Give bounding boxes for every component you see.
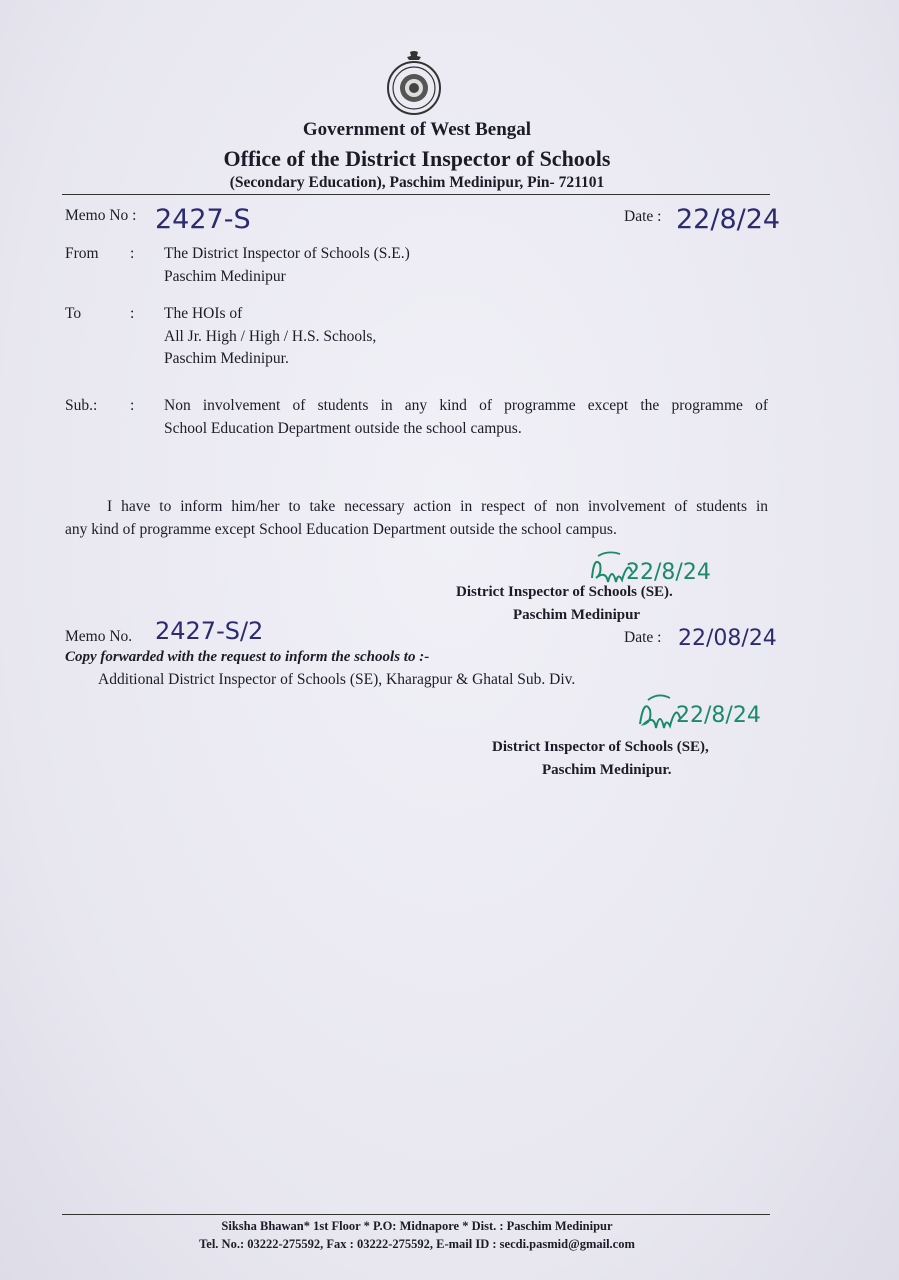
memo-date: 22/8/24 — [676, 204, 781, 235]
signature-2-date: 22/8/24 — [676, 703, 761, 728]
header-divider — [62, 194, 770, 195]
date-label: Date : — [624, 208, 662, 225]
footer-address: Siksha Bhawan* 1st Floor * P.O: Midnapore * Dist. : Paschim Medinipur — [221, 1219, 613, 1233]
signature-1-date: 22/8/24 — [626, 560, 711, 585]
signature-1-place: Paschim Medinipur — [513, 607, 641, 623]
copy-date-label: Date : — [624, 629, 662, 646]
from-label: From — [65, 245, 99, 262]
to-line-1: The HOIs of — [164, 305, 243, 322]
body-paragraph-line-2: any kind of programme except School Education Department outside the school campus. — [65, 521, 617, 538]
signature-2-title: District Inspector of Schools (SE), — [492, 739, 709, 755]
from-line-2: Paschim Medinipur — [164, 268, 286, 285]
header-government: Government of West Bengal — [302, 119, 532, 140]
body-paragraph-line-1: I have to inform him/her to take necessary action in respect of non involvement of students in — [107, 498, 768, 515]
subject-line-1: Non involvement of students in any kind of programme except the programme of — [164, 397, 768, 414]
header-office: Office of the District Inspector of Schools — [223, 146, 611, 171]
copy-recipient: Additional District Inspector of Schools (SE), Kharagpur & Ghatal Sub. Div. — [98, 671, 576, 688]
footer-contact: Tel. No.: 03222-275592, Fax : 03222-275592, E-mail ID : secdi.pasmid@gmail.com — [199, 1237, 635, 1251]
header-address: (Secondary Education), Paschim Medinipur, Pin- 721101 — [229, 174, 605, 191]
memo-number: 2427-S — [155, 204, 251, 235]
copy-date: 22/08/24 — [678, 626, 777, 651]
memo-label: Memo No : — [65, 207, 137, 224]
from-colon: : — [130, 245, 135, 262]
copy-memo-label: Memo No. — [65, 628, 133, 645]
ashoka-emblem-icon — [386, 50, 442, 116]
to-label: To — [65, 305, 82, 322]
footer-divider — [62, 1214, 770, 1215]
to-line-3: Paschim Medinipur. — [164, 350, 289, 367]
subject-line-2: School Education Department outside the school campus. — [164, 420, 522, 437]
to-colon: : — [130, 305, 135, 322]
copy-forward-text: Copy forwarded with the request to inform the schools to :- — [65, 649, 430, 665]
signature-2-place: Paschim Medinipur. — [542, 762, 672, 778]
from-line-1: The District Inspector of Schools (S.E.) — [164, 245, 410, 262]
subject-colon: : — [130, 397, 135, 414]
signature-1-title: District Inspector of Schools (SE). — [456, 584, 673, 600]
subject-label: Sub.: — [65, 397, 98, 414]
to-line-2: All Jr. High / High / H.S. Schools, — [164, 328, 377, 345]
copy-memo-number: 2427-S/2 — [155, 617, 264, 645]
